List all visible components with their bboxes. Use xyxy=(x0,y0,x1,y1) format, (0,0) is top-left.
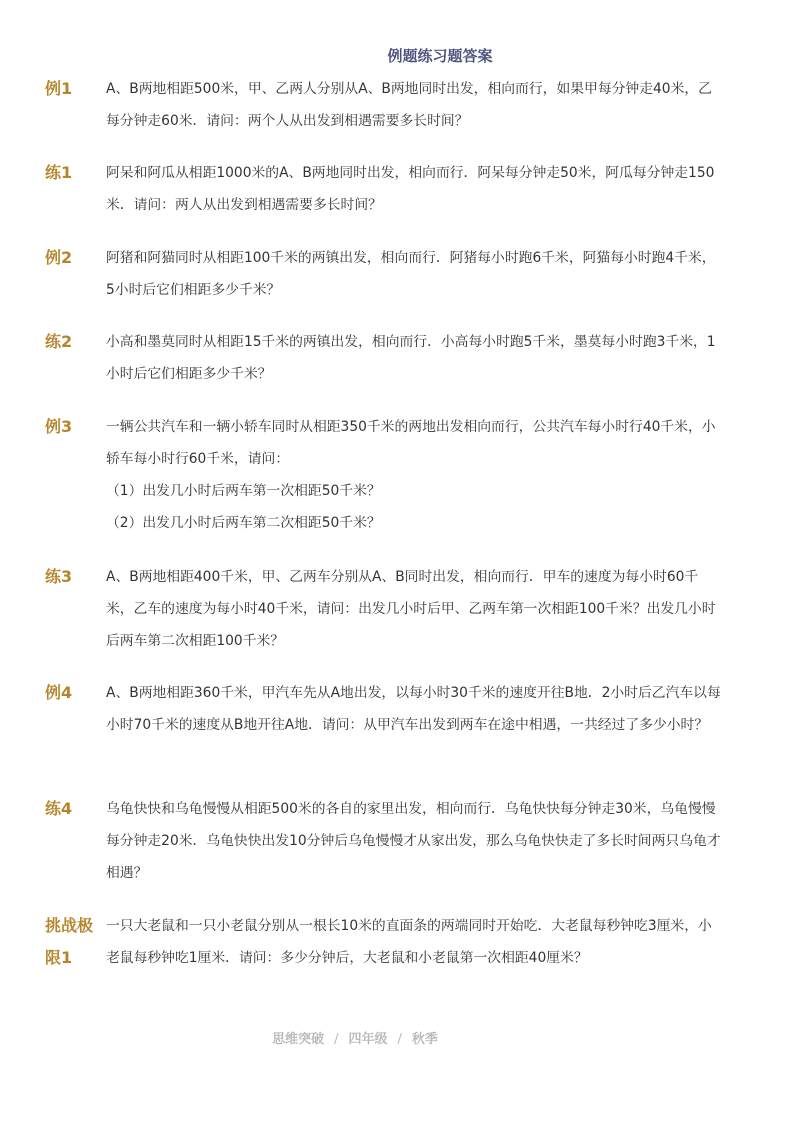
problem-pr3 xyxy=(45,561,725,657)
problem-text xyxy=(106,326,724,390)
problem-pr2 xyxy=(45,326,725,390)
problem-line: 阿呆和阿瓜从相距1000米的A、B两地同时出发，相向而行．阿呆每分钟走50米，阿瓜每分钟走150米．请问：两人从出发到相遇需要多长时间？ xyxy=(106,165,715,213)
problem-line: 阿猪和阿猫同时从相距100千米的两镇出发，相向而行．阿猪每小时跑6千米，阿猫每小时跑4千米，5小时后它们相距多少千米？ xyxy=(106,250,716,298)
problem-text xyxy=(106,157,724,221)
problem-text xyxy=(106,561,724,657)
problem-line: 小高和墨莫同时从相距15千米的两镇出发，相向而行．小高每小时跑5千米，墨莫每小时跑3千米，1小时后它们相距多少千米？ xyxy=(106,334,716,382)
problem-challenge1 xyxy=(45,910,725,974)
page-footer xyxy=(0,1028,710,1047)
footer-separator: / xyxy=(397,1032,402,1047)
footer-grade: 四年级 xyxy=(348,1032,388,1047)
problem-line: 乌龟快快和乌龟慢慢从相距500米的各自的家里出发，相向而行．乌龟快快每分钟走30米，乌龟慢慢每分钟走20米．乌龟快快出发10分钟后乌龟慢慢才从家出发，那么乌龟快快走了多长时间两只乌龟才相遇？ xyxy=(106,801,721,881)
footer-separator: / xyxy=(334,1032,339,1047)
problem-label: 挑战极限1 xyxy=(45,916,94,967)
problem-label: 练1 xyxy=(45,163,73,182)
problem-line: 一只大老鼠和一只小老鼠分别从一根长10米的直面条的两端同时开始吃．大老鼠每秒钟吃3厘米，小老鼠每秒钟吃1厘米．请问：多少分钟后，大老鼠和小老鼠第一次相距40厘米？ xyxy=(106,918,712,966)
problem-label: 练3 xyxy=(45,567,73,586)
problem-pr1 xyxy=(45,157,725,221)
problem-label: 例4 xyxy=(45,683,73,702)
problem-line: （2）出发几小时后两车第二次相距50千米？ xyxy=(106,515,381,531)
problem-text xyxy=(106,910,724,974)
problem-ex4 xyxy=(45,677,725,741)
problem-text xyxy=(106,793,724,889)
problem-text xyxy=(106,677,724,741)
problem-text xyxy=(106,411,724,539)
problem-line: 一辆公共汽车和一辆小轿车同时从相距350千米的两地出发相向而行，公共汽车每小时行40千米，小轿车每小时行60千米，请问： xyxy=(106,419,716,467)
problem-label: 例3 xyxy=(45,417,73,436)
problem-ex3 xyxy=(45,411,725,539)
problem-line: A、B两地相距360千米，甲汽车先从A地出发，以每小时30千米的速度开往B地．2小时后乙汽车以每小时70千米的速度从B地开往A地．请问：从甲汽车出发到两车在途中相遇，一共经过了多少小时？ xyxy=(106,685,721,733)
problem-label: 练2 xyxy=(45,332,73,351)
problem-ex1 xyxy=(45,73,725,137)
problem-label: 例1 xyxy=(45,79,73,98)
problem-ex2 xyxy=(45,242,725,306)
page-title: 例题练习题答案 xyxy=(387,47,493,65)
problem-line: A、B两地相距400千米，甲、乙两车分别从A、B同时出发，相向而行．甲车的速度为每小时60千米，乙车的速度为每小时40千米，请问：出发几小时后甲、乙两车第一次相距100千米？出发几小时后两车第二次相距100千米？ xyxy=(106,569,716,649)
problem-text xyxy=(106,242,724,306)
problem-line: A、B两地相距500米，甲、乙两人分别从A、B两地同时出发，相向而行，如果甲每分钟走40米，乙每分钟走60米．请问：两个人从出发到相遇需要多长时间？ xyxy=(106,81,712,129)
footer-course: 思维突破 xyxy=(272,1032,325,1047)
problem-label: 练4 xyxy=(45,799,73,818)
problem-label: 例2 xyxy=(45,248,73,267)
problem-text xyxy=(106,73,724,137)
footer-season: 秋季 xyxy=(411,1032,438,1047)
problem-line: （1）出发几小时后两车第一次相距50千米？ xyxy=(106,483,381,499)
problem-pr4 xyxy=(45,793,725,889)
